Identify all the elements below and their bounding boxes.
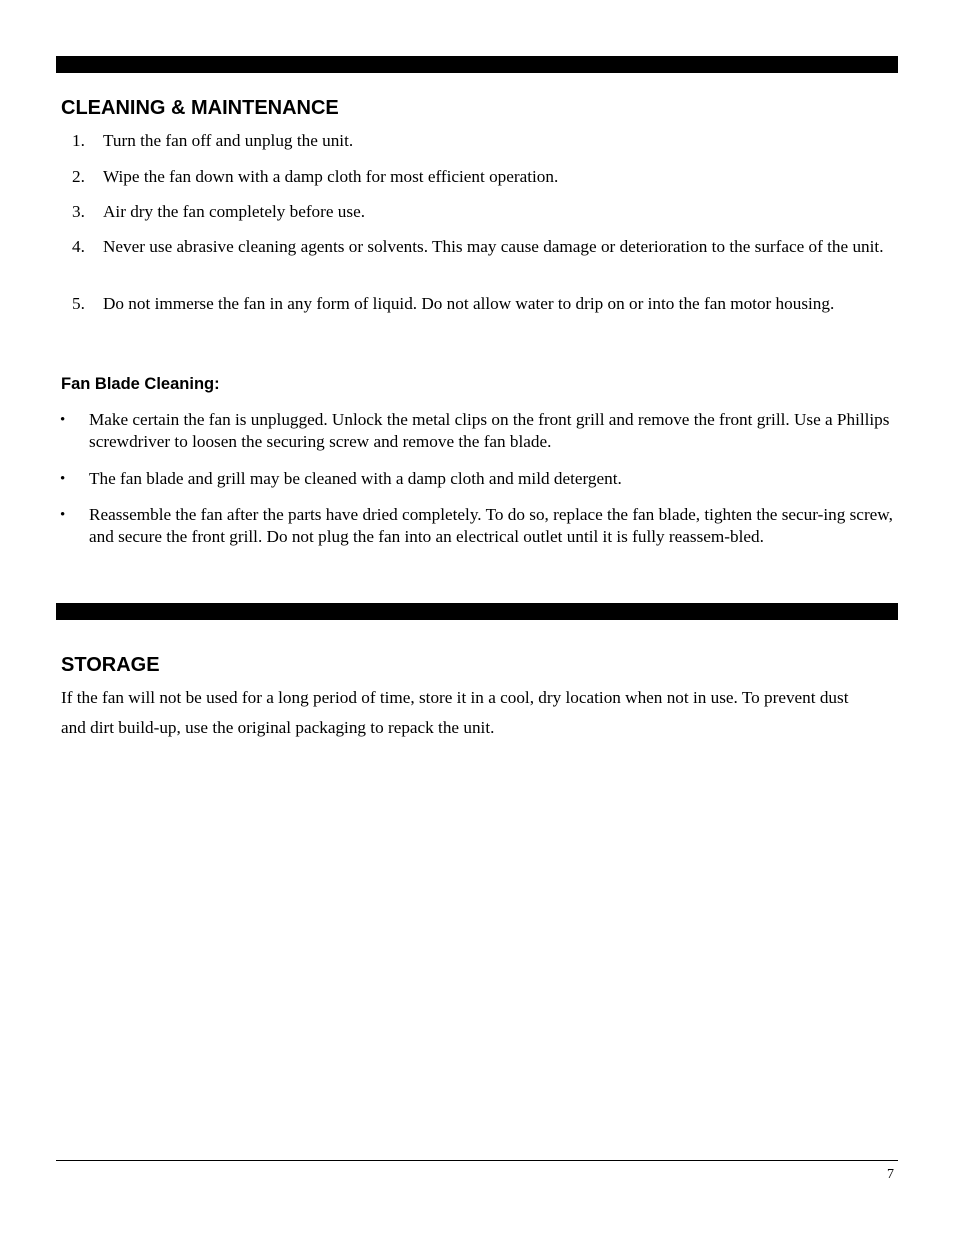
step-number: 3. [72,202,85,221]
fan-blade-cleaning-heading: Fan Blade Cleaning: [61,375,220,393]
cleaning-step [72,130,898,152]
bullet-text: The fan blade and grill may be cleaned with a damp cloth and mild detergent. [89,469,622,488]
section-header-bar-top [56,56,898,73]
cleaning-maintenance-heading: CLEANING & MAINTENANCE [61,97,339,119]
page-number: 7 [887,1167,894,1182]
step-text: Never use abrasive cleaning agents or solvents. This may cause damage or deterioration to the surface of the unit. [103,237,884,256]
section-header-bar-storage [56,603,898,620]
bullet-text: Make certain the fan is unplugged. Unlock the metal clips on the front grill and remove the front grill. Use a Phillips screwdriver to loosen the securing screw and remove the fan blade. [89,410,890,451]
cleaning-step [72,236,898,258]
step-number: 5. [72,294,85,313]
step-number: 2. [72,167,85,186]
storage-heading: STORAGE [61,654,160,676]
cleaning-step [72,201,898,223]
step-number: 1. [72,131,85,150]
step-text: Wipe the fan down with a damp cloth for most efficient operation. [103,167,559,186]
bullet-icon: • [60,507,66,523]
step-text: Turn the fan off and unplug the unit. [103,131,354,150]
storage-paragraph: If the fan will not be used for a long period of time, store it in a cool, dry location when not in use. To prevent dust and dirt build-up, use the original packaging to repack the unit. [61,688,849,737]
bullet-icon: • [60,471,66,487]
fan-blade-bullet [60,504,898,548]
cleaning-step [72,166,898,188]
step-text: Air dry the fan completely before use. [103,202,366,221]
fan-blade-bullet [60,409,898,453]
fan-blade-bullet [60,468,898,490]
step-text: Do not immerse the fan in any form of liquid. Do not allow water to drip on or into the fan motor housing. [103,294,835,313]
step-number: 4. [72,237,85,256]
bullet-icon: • [60,412,66,428]
cleaning-step [72,293,898,315]
bullet-text: Reassemble the fan after the parts have dried completely. To do so, replace the fan blade, tighten the secur-ing screw, and secure the front grill. Do not plug the fan into an electrical outlet until it is fully reassem-bled. [89,505,893,546]
footer-rule [56,1160,898,1161]
